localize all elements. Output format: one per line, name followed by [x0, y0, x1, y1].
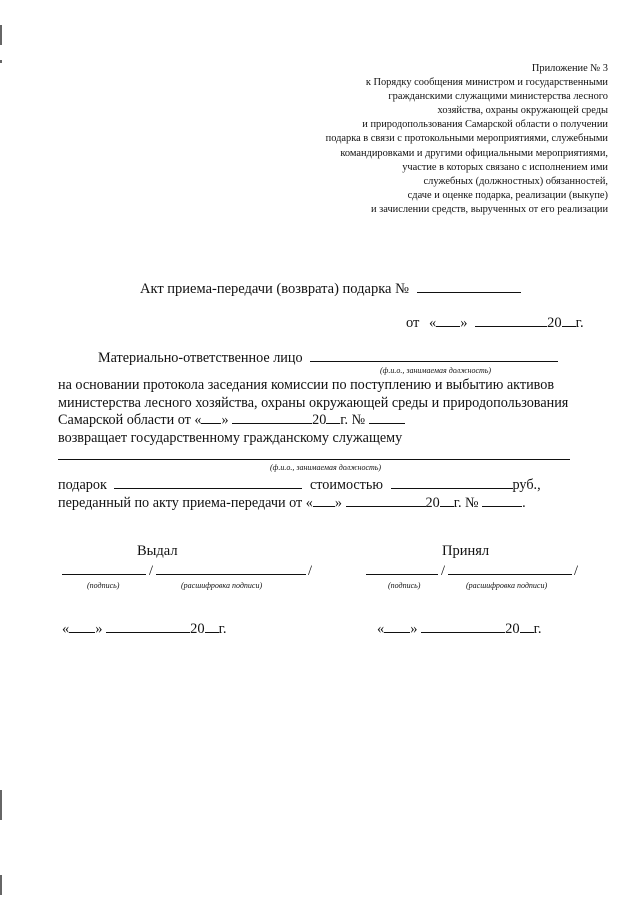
transferred-label: переданный по акту приема-передачи от «: [58, 495, 313, 511]
year-suffix: г.: [575, 315, 584, 331]
recipient-field[interactable]: [58, 459, 570, 460]
appendix-line: к Порядку сообщения министром и государственными: [365, 77, 608, 89]
issued-month-field[interactable]: [106, 621, 190, 633]
transfer-year-prefix: 20: [425, 495, 440, 511]
appendix-line: и зачислении средств, вырученных от его реализации: [370, 203, 608, 215]
gift-row: [58, 477, 541, 494]
basis-line-2: министерства лесного хозяйства, охраны окружающей среды и природопользования: [58, 395, 569, 411]
year-suffix: г.: [218, 621, 227, 637]
year-prefix: 20: [190, 621, 205, 637]
appendix-line: и природопользования Самарской области о получении: [362, 119, 608, 131]
issued-sign-hint: (подпись): [87, 581, 120, 590]
scan-edge-mark: [0, 25, 2, 45]
quote-open: «: [62, 621, 70, 637]
rub-label: руб.,: [512, 477, 541, 493]
date-month-field[interactable]: [475, 315, 547, 327]
appendix-line: хозяйства, охраны окружающей среды: [437, 105, 608, 117]
responsible-person-field[interactable]: [310, 350, 558, 362]
accepted-month-field[interactable]: [421, 621, 505, 633]
quote-close: »: [95, 621, 103, 637]
scan-edge-mark: [0, 60, 2, 63]
accepted-date: [377, 621, 542, 638]
hint-name-position-2: (ф.и.о., занимаемая должность): [270, 463, 382, 472]
year-prefix: 20: [547, 315, 562, 331]
accepted-signature-field[interactable]: [366, 563, 438, 575]
responsible-row: [98, 350, 558, 367]
appendix-line: участие в которых связано с исполнением ими: [402, 161, 608, 173]
transfer-end: .: [522, 495, 526, 511]
slash: /: [308, 563, 313, 579]
hint-name-position: (ф.и.о., занимаемая должность): [380, 366, 492, 375]
scan-edge-mark: [0, 875, 2, 895]
slash: /: [574, 563, 579, 579]
transfer-number-field[interactable]: [482, 495, 522, 507]
basis-number-label: г. №: [340, 412, 366, 428]
date-from-label: от: [406, 315, 420, 331]
basis-year-prefix: 20: [312, 412, 327, 428]
transferred-row: [58, 495, 526, 512]
cost-field[interactable]: [391, 477, 513, 489]
slash: /: [149, 563, 154, 579]
protocol-day-field[interactable]: [201, 412, 221, 424]
transfer-number-label: г. №: [453, 495, 479, 511]
slash: /: [441, 563, 446, 579]
accepted-day-field[interactable]: [384, 621, 410, 633]
quote-close: »: [460, 315, 468, 331]
gift-label: подарок: [58, 477, 107, 493]
act-number-field[interactable]: [417, 281, 521, 293]
issued-year-field[interactable]: [205, 621, 219, 633]
basis-line-1: на основании протокола заседания комиссии по поступлению и выбытию активов: [58, 377, 555, 393]
scan-edge-mark: [0, 790, 2, 820]
accepted-decode-hint: (расшифровка подписи): [466, 581, 548, 590]
quote-open: «: [377, 621, 385, 637]
act-title-text: Акт приема-передачи (возврата) подарка №: [140, 281, 409, 297]
accepted-signature-row: [366, 563, 578, 580]
responsible-label: Материально-ответственное лицо: [98, 350, 303, 366]
date-year-field[interactable]: [562, 315, 576, 327]
act-date: [406, 315, 584, 332]
protocol-month-field[interactable]: [232, 412, 312, 424]
accepted-label: Принял: [442, 543, 490, 559]
issued-signature-field[interactable]: [62, 563, 146, 575]
appendix-line: Приложение № 3: [531, 63, 608, 74]
year-suffix: г.: [533, 621, 542, 637]
act-title: [140, 281, 521, 298]
quote-close: »: [410, 621, 418, 637]
date-day-field[interactable]: [436, 315, 460, 327]
appendix-line: сдаче и оценке подарка, реализации (выкупе): [407, 189, 608, 201]
cost-label: стоимостью: [309, 477, 383, 493]
quote-open: «: [429, 315, 437, 331]
issued-signature-row: [62, 563, 312, 580]
accepted-year-field[interactable]: [520, 621, 534, 633]
basis-date-open: Самарской области от «: [58, 412, 202, 428]
gift-field[interactable]: [114, 477, 302, 489]
transfer-year-field[interactable]: [440, 495, 454, 507]
appendix-line: командировками и другими официальными мероприятиями,: [340, 147, 608, 159]
issued-day-field[interactable]: [69, 621, 95, 633]
basis-line-3: [58, 412, 405, 429]
transfer-month-field[interactable]: [346, 495, 426, 507]
accepted-sign-hint: (подпись): [388, 581, 421, 590]
transfer-date-close: »: [334, 495, 342, 511]
issued-label: Выдал: [137, 543, 178, 559]
basis-date-close: »: [221, 412, 229, 428]
issued-date: [62, 621, 227, 638]
appendix-line: подарка в связи с протокольными мероприятиями, служебными: [325, 133, 608, 145]
appendix-line: гражданскими служащими министерства лесного: [388, 91, 608, 103]
returns-line: возвращает государственному гражданскому служащему: [58, 430, 403, 446]
transfer-day-field[interactable]: [313, 495, 335, 507]
year-prefix: 20: [505, 621, 520, 637]
issued-decode-hint: (расшифровка подписи): [181, 581, 263, 590]
accepted-decode-field[interactable]: [448, 563, 572, 575]
protocol-number-field[interactable]: [369, 412, 405, 424]
appendix-line: служебных (должностных) обязанностей,: [423, 175, 608, 187]
issued-decode-field[interactable]: [156, 563, 306, 575]
protocol-year-field[interactable]: [326, 412, 340, 424]
appendix-header: [248, 62, 608, 217]
